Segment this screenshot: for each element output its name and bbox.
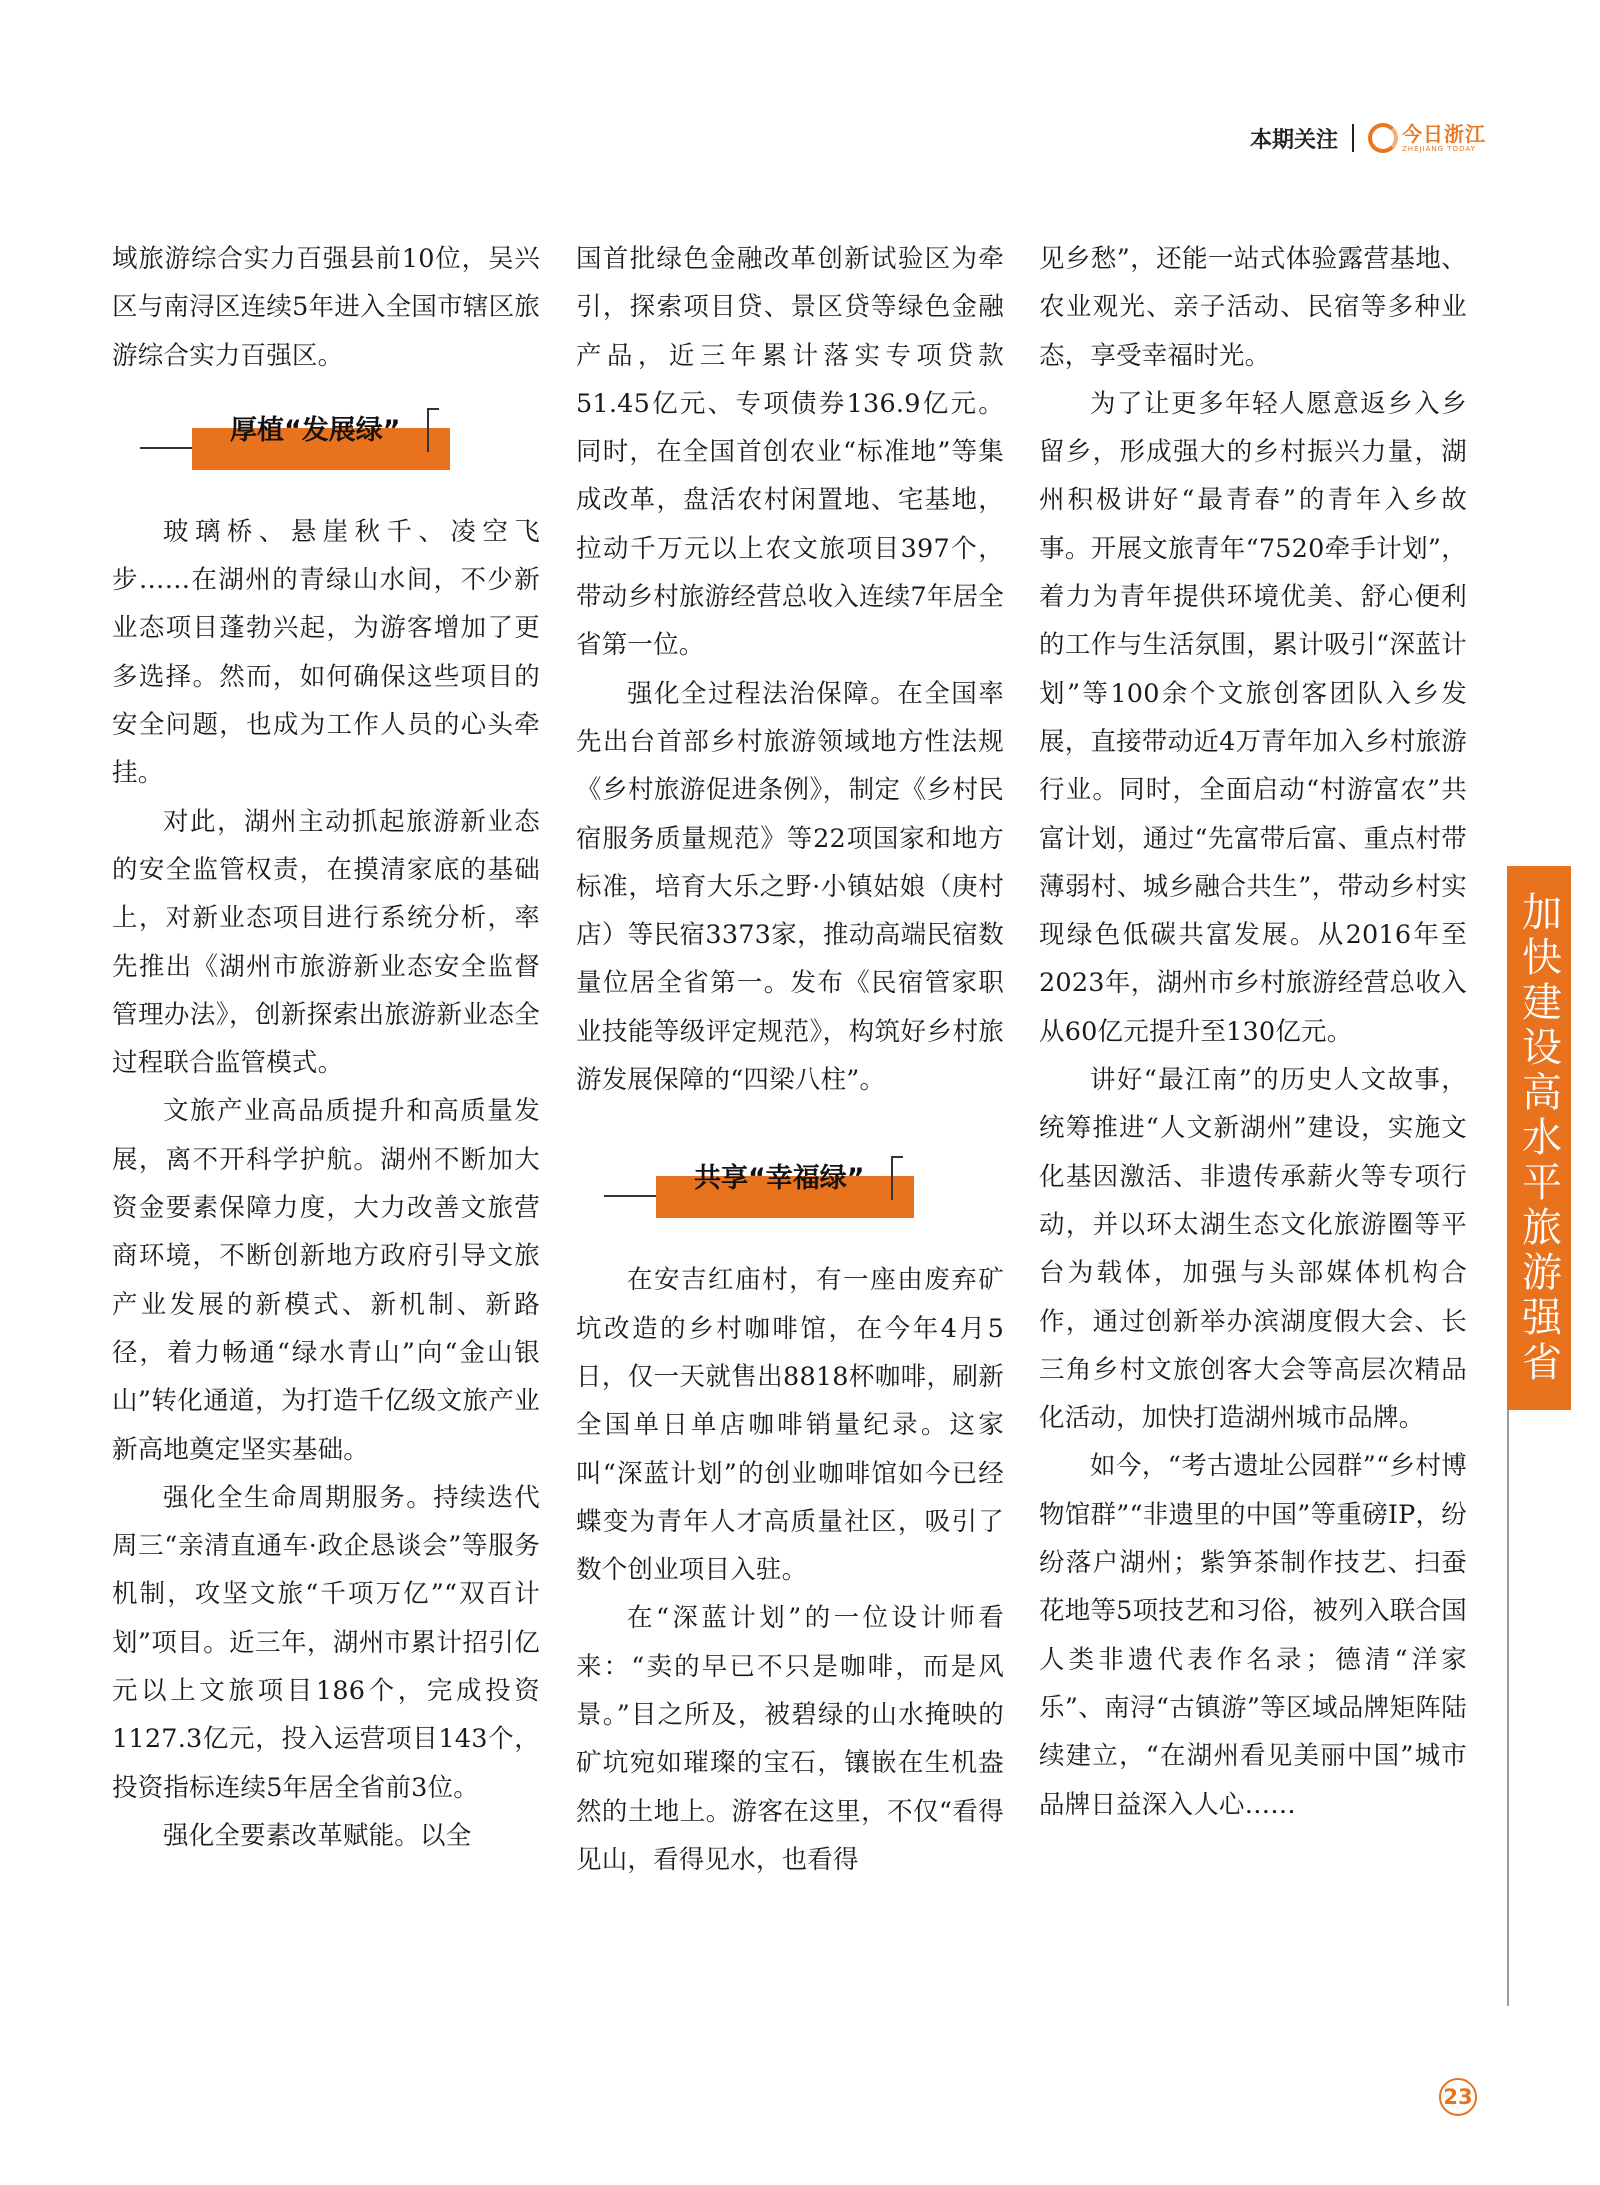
header-divider bbox=[1352, 124, 1354, 152]
paragraph: 见乡愁”，还能一站式体验露营基地、农业观光、亲子活动、民宿等多种业态，享受幸福时光。 bbox=[1039, 244, 1467, 371]
paragraph: 强化全生命周期服务。持续迭代周三“亲清直通车·政企恳谈会”等服务机制，攻坚文旅“千项万亿”“双百计划”项目。近三年，湖州市累计招引亿元以上文旅项目186个，完成投资1127.3亿元，投入运营项目143个，投资指标连续5年居全省前3位。 bbox=[112, 1482, 540, 1803]
magazine-logo bbox=[1368, 123, 1486, 153]
section-title: 共享“幸福绿” bbox=[694, 1163, 865, 1195]
paragraph: 文旅产业高品质提升和高质量发展，离不开科学护航。湖州不断加大资金要素保障力度，大力改善文旅营商环境，不断创新地方政府引导文旅产业发展的新模式、新机制、新路径，着力畅通“绿水青山”向“金山银山”转化通道，为打造千亿级文旅产业新高地奠定坚实基础。 bbox=[112, 1096, 540, 1465]
side-rule bbox=[1507, 1410, 1509, 2006]
side-tab-title: 加快建设高水平旅游强省 bbox=[1515, 890, 1562, 1386]
paragraph: 强化全要素改革赋能。以全 bbox=[163, 1820, 472, 1851]
paragraph: 对此，湖州主动抓起旅游新业态的安全监管权责，在摸清家底的基础上，对新业态项目进行系统分析，率先推出《湖州市旅游新业态安全监督管理办法》，创新探索出旅游新业态全过程联合监管模式。 bbox=[112, 806, 540, 1079]
paragraph: 强化全过程法治保障。在全国率先出台首部乡村旅游领域地方性法规《乡村旅游促进条例》，制定《乡村民宿服务质量规范》等22项国家和地方标准，培育大乐之野·小镇姑娘（庚村店）等民宿3373家，推动高端民宿数量位居全省第一。发布《民宿管家职业技能等级评定规范》，构筑好乡村旅游发展保障的“四梁八柱”。 bbox=[576, 678, 1004, 1096]
logo-text: 今日浙江 bbox=[1402, 121, 1486, 146]
paragraph: 国首批绿色金融改革创新试验区为牵引，探索项目贷、景区贷等绿色金融产品，近三年累计落实专项贷款51.45亿元、专项债券136.9亿元。同时，在全国首创农业“标准地”等集成改革，盘活农村闲置地、宅基地，拉动千万元以上农文旅项目397个，带动乡村旅游经营总收入连续7年居全省第一位。 bbox=[576, 244, 1004, 661]
section-heading bbox=[576, 1148, 1004, 1238]
paragraph: 在安吉红庙村，有一座由废弃矿坑改造的乡村咖啡馆，在今年4月5日，仅一天就售出8818杯咖啡，刷新全国单日单店咖啡销量纪录。这家叫“深蓝计划”的创业咖啡馆如今已经蝶变为青年人才高质量社区，吸引了数个创业项目入驻。 bbox=[576, 1265, 1004, 1586]
page-header bbox=[1250, 118, 1486, 158]
section-heading bbox=[112, 400, 540, 490]
column-3 bbox=[1039, 235, 1467, 1829]
page-number: 23 bbox=[1439, 2078, 1477, 2116]
section-title: 厚植“发展绿” bbox=[230, 414, 401, 446]
paragraph: 在“深蓝计划”的一位设计师看来：“卖的早已不只是咖啡，而是风景。”目之所及，被碧绿的山水掩映的矿坑宛如璀璨的宝石，镶嵌在生机盎然的土地上。游客在这里，不仅“看得见山，看得见水，也看得 bbox=[576, 1603, 1004, 1875]
paragraph: 如今，“考古遗址公园群”“乡村博物馆群”“非遗里的中国”等重磅IP，纷纷落户湖州；紫笋茶制作技艺、扫蚕花地等5项技艺和习俗，被列入联合国人类非遗代表作名录；德清“洋家乐”、南浔“古镇游”等区域品牌矩阵陆续建立，“在湖州看见美丽中国”城市品牌日益深入人心…… bbox=[1039, 1451, 1467, 1820]
paragraph: 域旅游综合实力百强县前10位，吴兴区与南浔区连续5年进入全国市辖区旅游综合实力百强区。 bbox=[112, 244, 540, 371]
column-1 bbox=[112, 235, 540, 1860]
side-section-tab bbox=[1507, 866, 1571, 1410]
logo-subtext: ZHEJIANG TODAY bbox=[1402, 144, 1476, 153]
column-label: 本期关注 bbox=[1249, 127, 1338, 153]
paragraph: 讲好“最江南”的历史人文故事，统筹推进“人文新湖州”建设，实施文化基因激活、非遗传承薪火等专项行动，并以环太湖生态文化旅游圈等平台为载体，加强与头部媒体机构合作，通过创新举办滨湖度假大会、长三角乡村文旅创客大会等高层次精品化活动，加快打造湖州城市品牌。 bbox=[1039, 1065, 1467, 1434]
column-2 bbox=[576, 235, 1004, 1884]
paragraph: 玻璃桥、悬崖秋千、凌空飞步……在湖州的青绿山水间，不少新业态项目蓬勃兴起，为游客增加了更多选择。然而，如何确保这些项目的安全问题，也成为工作人员的心头牵挂。 bbox=[112, 516, 540, 789]
logo-swirl-icon bbox=[1368, 123, 1398, 153]
paragraph: 为了让更多年轻人愿意返乡入乡留乡，形成强大的乡村振兴力量，湖州积极讲好“最青春”的青年入乡故事。开展文旅青年“7520牵手计划”，着力为青年提供环境优美、舒心便利的工作与生活氛围，累计吸引“深蓝计划”等100余个文旅创客团队入乡发展，直接带动近4万青年加入乡村旅游行业。同时，全面启动“村游富农”共富计划，通过“先富带后富、重点村带薄弱村、城乡融合共生”，带动乡村实现绿色低碳共富发展。从2016年至2023年，湖州市乡村旅游经营总收入从60亿元提升至130亿元。 bbox=[1039, 388, 1467, 1047]
